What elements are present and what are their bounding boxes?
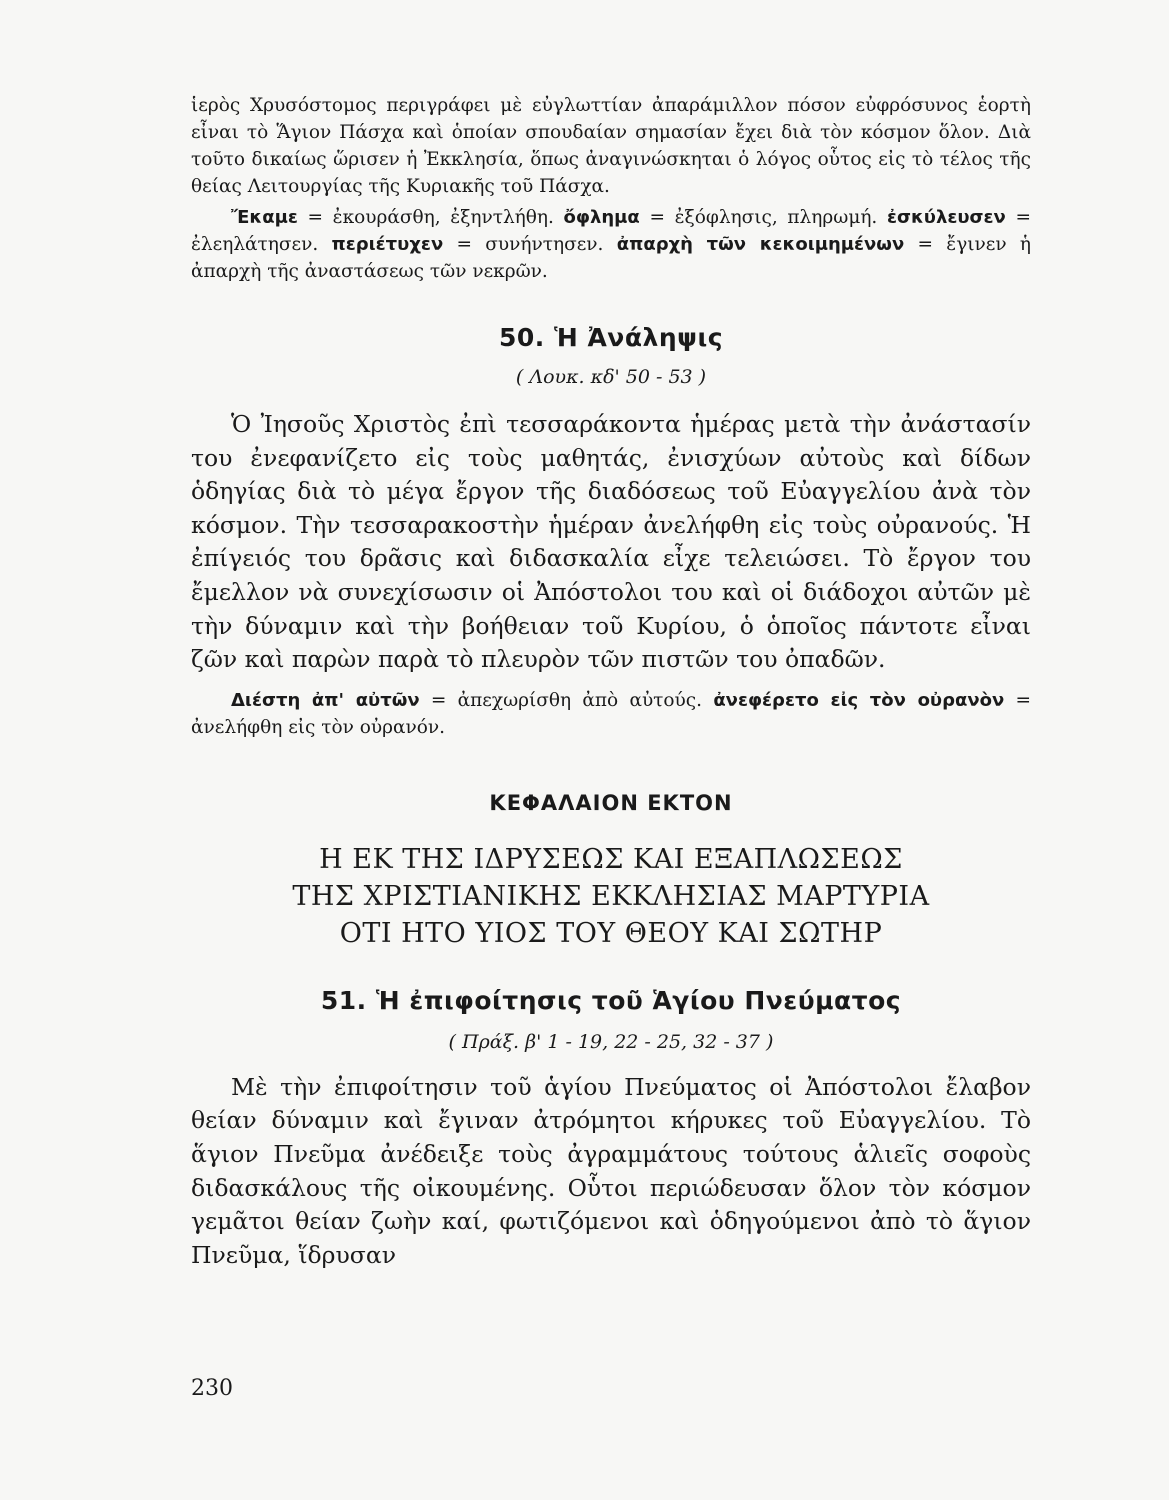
glossary-section-50 [191, 687, 1031, 741]
gloss-term: Ἔκαμε [231, 207, 298, 228]
section-51-title: 51. Ἡ ἐπιφοίτησις τοῦ Ἁγίου Πνεύματος [320, 985, 902, 1015]
gloss-term: ἀνεφέρετο εἰς τὸν οὐρανὸν [713, 689, 1005, 711]
chapter-title-line: Η ΕΚ ΤΗΣ ΙΔΡΥΣΕΩΣ ΚΑΙ ΕΞΑΠΛΩΣΕΩΣ [319, 843, 903, 875]
gloss-term: ὄφλημα [563, 207, 640, 228]
gloss-term: ἀπαρχὴ τῶν κεκοιμημένων [616, 234, 905, 255]
glossary-section-49 [191, 204, 1031, 285]
section-50-body: Ὁ Ἰησοῦς Χριστὸς ἐπὶ τεσσαράκοντα ἡμέρας μετὰ τὴν ἀνάστασίν του ἐνεφανίζετο εἰς τοὺς μαθητάς, ἐνισχύων αὐτοὺς καὶ δίδων ὁδηγίας διὰ τὸ μέγα ἔργον τῆς διαδόσεως τοῦ Εὐαγγελίου ἀνὰ τὸν κόσμον. Τὴν τεσσαρακοστὴν ἡμέραν ἀνελήφθη εἰς τοὺς οὐρανούς. Ἡ ἐπίγειός του δρᾶσις καὶ διδασκαλία εἶχε τελειώσει. Τὸ ἔργον του ἔμελλον νὰ συνεχίσωσιν οἱ Ἀπόστολοι του καὶ οἱ διάδοχοι αὐτῶν μὲ τὴν δύναμιν καὶ τὴν βοήθειαν τοῦ Κυρίου, ὁ ὁποῖος πάντοτε εἶναι ζῶν καὶ παρὼν παρὰ τὸ πλευρὸν τῶν πιστῶν του ὀπαδῶν. [191, 410, 1031, 674]
gloss-def: = ἐλεηλάτησεν. [191, 207, 1031, 255]
gloss-term: Διέστη ἀπ' αὐτῶν [231, 689, 420, 711]
gloss-def: = ἐξόφλησις, πληρωμή. [639, 207, 887, 228]
section-50-title: 50. Ἡ Ἀνάληψις [498, 323, 724, 352]
page-content [191, 92, 1031, 1272]
section-51-body: Μὲ τὴν ἐπιφοίτησιν τοῦ ἁγίου Πνεύματος οἱ Ἀπόστολοι ἔλαβον θείαν δύναμιν καὶ ἔγιναν ἀτρόμητοι κήρυκες τοῦ Εὐαγγελίου. Τὸ ἅγιον Πνεῦμα ἀνέδειξε τοὺς ἀγραμμάτους τούτους ἁλιεῖς σοφοὺς διδασκάλους τῆς οἰκουμένης. Οὗτοι περιώδευσαν ὅλον τὸν κόσμον γεμᾶτοι θείαν ζωὴν καί, φωτιζόμενοι καὶ ὁδηγούμενοι ἀπὸ τὸ ἅγιον Πνεῦμα, ἵδρυσαν [191, 1072, 1031, 1269]
intro-paragraph: ἱερὸς Χρυσόστομος περιγράφει μὲ εὐγλωττίαν ἀπαράμιλλον πόσον εὐφρόσυνος ἑορτὴ εἶναι τὸ Ἅγιον Πάσχα καὶ ὁποίαν σπουδαίαν σημασίαν ἔχει διὰ τὸν κόσμον ὅλον. Διὰ τοῦτο δικαίως ὥρισεν ἡ Ἐκκλησία, ὅπως ἀναγινώσκηται ὁ λόγος οὗτος εἰς τὸ τέλος τῆς θείας Λειτουργίας τῆς Κυριακῆς τοῦ Πάσχα. [191, 95, 1031, 197]
gloss-def: = ἔγινεν ἡ ἀπαρχὴ τῆς ἀναστάσεως τῶν νεκρῶν. [191, 234, 1031, 282]
chapter-title-line: ΟΤΙ ΗΤΟ ΥΙΟΣ ΤΟΥ ΘΕΟΥ ΚΑΙ ΣΩΤΗΡ [339, 917, 883, 949]
chapter-label: ΚΕΦΑΛΑΙΟΝ ΕΚΤΟΝ [489, 790, 733, 815]
section-50-reference: ( Λουκ. κδ' 50 - 53 ) [515, 366, 707, 388]
page-number: 230 [191, 1376, 233, 1401]
gloss-def: = ἀνελήφθη εἰς τὸν οὐρανόν. [191, 689, 1031, 738]
chapter-title-line: ΤΗΣ ΧΡΙΣΤΙΑΝΙΚΗΣ ΕΚΚΛΗΣΙΑΣ ΜΑΡΤΥΡΙΑ [292, 880, 930, 912]
gloss-term: ἐσκύλευσεν [886, 207, 1006, 228]
section-51-reference: ( Πράξ. β' 1 - 19, 22 - 25, 32 - 37 ) [448, 1030, 774, 1053]
chapter-title [191, 841, 1031, 952]
gloss-term: περιέτυχεν [331, 234, 444, 255]
gloss-def: = ἀπεχωρίσθη ἀπὸ αὐτούς. [419, 689, 714, 711]
gloss-def: = ἐκουράσθη, ἐξηντλήθη. [297, 207, 564, 228]
gloss-def: = συνήντησεν. [443, 234, 617, 255]
